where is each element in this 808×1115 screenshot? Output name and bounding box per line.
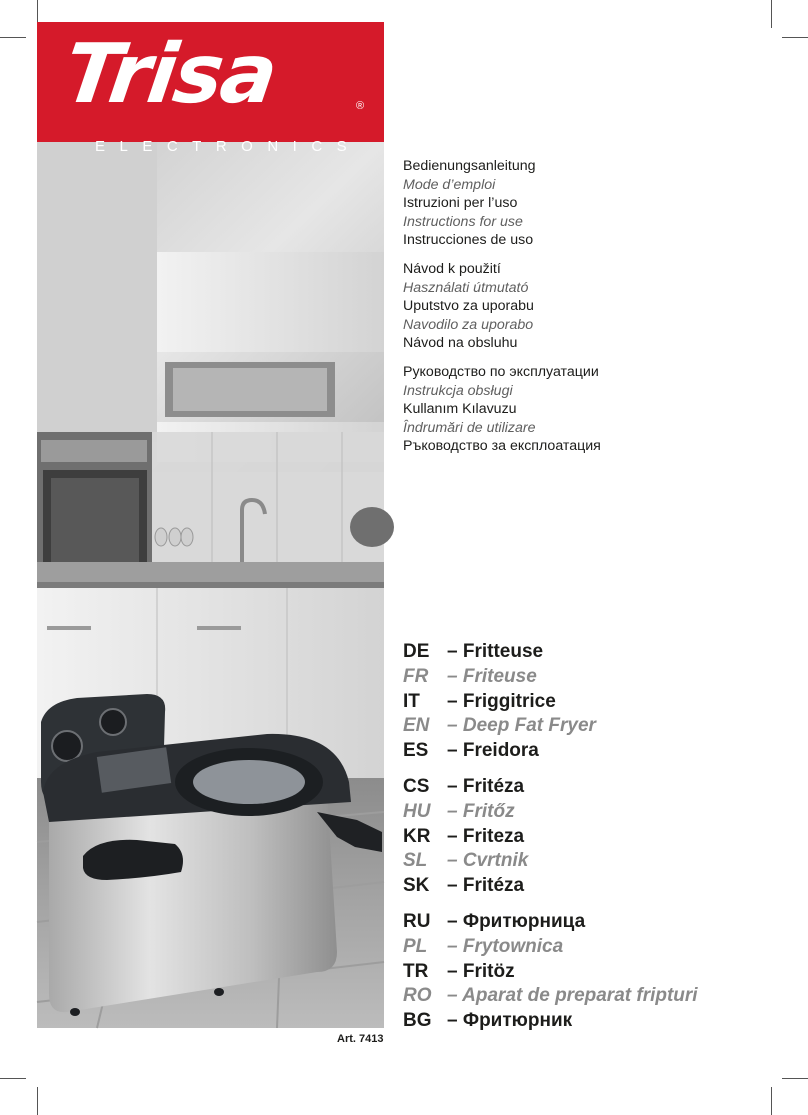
product-name: Fritteuse <box>462 641 544 662</box>
product-name: Friteuse <box>462 665 537 687</box>
dash: – <box>447 740 458 762</box>
manual-title: Bedienungsanleitung <box>403 158 536 174</box>
brand-wordmark: Trisa <box>58 27 282 122</box>
language-code: SL <box>403 850 428 872</box>
language-code: IT <box>403 690 420 712</box>
language-code: KR <box>403 825 431 847</box>
product-name: Freidora <box>462 740 539 762</box>
product-name-row <box>403 665 596 690</box>
crop-mark <box>782 1078 808 1079</box>
dash: – <box>447 960 458 982</box>
language-code: PL <box>403 935 428 957</box>
product-name: Fritőz <box>462 800 515 822</box>
product-names-group-3 <box>403 910 698 1034</box>
dash: – <box>447 800 458 822</box>
product-name: Фритюрница <box>462 911 586 932</box>
manual-title: Návod k použití <box>403 261 501 277</box>
language-code: TR <box>403 960 429 982</box>
language-code: CS <box>403 776 430 797</box>
product-name: Frytownica <box>462 935 564 957</box>
dash: – <box>447 776 458 797</box>
product-name-row <box>403 739 596 764</box>
product-name: Fritéza <box>462 875 525 897</box>
brand-subline: ELECTRONICS <box>95 138 362 155</box>
crop-mark <box>37 1087 38 1115</box>
language-code: RU <box>403 911 431 932</box>
product-name-row <box>403 935 698 960</box>
dash: – <box>447 715 458 737</box>
dash: – <box>447 875 458 897</box>
manual-title: Îndrumări de utilizare <box>403 419 536 436</box>
language-code: FR <box>403 665 429 687</box>
language-code: EN <box>403 715 430 737</box>
dash: – <box>447 985 458 1007</box>
manual-title: Istruzioni per l’uso <box>403 195 518 211</box>
dash: – <box>447 911 458 932</box>
product-name-row <box>403 849 528 874</box>
product-name-row <box>403 800 528 825</box>
product-name-row <box>403 984 698 1009</box>
registered-mark: ® <box>356 100 365 112</box>
dash: – <box>447 850 458 872</box>
language-code: ES <box>403 740 429 762</box>
product-name: Фритюрник <box>462 1010 573 1032</box>
product-name: Fritöz <box>462 960 515 982</box>
manual-title: Navodilo za uporabo <box>403 316 534 333</box>
manual-titles-group-1 <box>403 157 536 250</box>
crop-mark <box>0 1078 26 1079</box>
language-code: HU <box>403 800 431 822</box>
product-name: Friggitrice <box>462 690 556 712</box>
manual-title: Kullanım Kılavuzu <box>403 401 517 417</box>
product-name: Fritéza <box>462 776 525 797</box>
dash: – <box>447 641 458 662</box>
language-code: DE <box>403 641 430 662</box>
manual-title: Mode d’emploi <box>403 176 496 193</box>
product-name-row <box>403 910 698 935</box>
language-code: BG <box>403 1010 432 1032</box>
product-name-row <box>403 640 596 665</box>
product-name-row <box>403 1009 698 1034</box>
product-name: Friteza <box>462 825 525 847</box>
crop-mark <box>782 37 808 38</box>
manual-title: Instrukcja obsługi <box>403 382 513 399</box>
manual-title: Használati útmutató <box>403 279 529 296</box>
crop-mark <box>0 37 26 38</box>
brand-logo <box>37 22 384 155</box>
product-name-row <box>403 775 528 800</box>
manual-title: Ръководство за експлоатация <box>403 438 601 454</box>
dash: – <box>447 1010 458 1032</box>
product-name: Deep Fat Fryer <box>462 715 596 737</box>
dash: – <box>447 935 458 957</box>
product-name: Cvrtnik <box>462 850 529 872</box>
manual-title: Uputstvo za uporabu <box>403 298 534 314</box>
product-photo <box>37 22 384 1028</box>
product-name-row <box>403 874 528 899</box>
crop-mark <box>771 0 772 28</box>
product-names-group-1 <box>403 640 596 764</box>
manual-title: Návod na obsluhu <box>403 335 518 351</box>
article-number: Art. 7413 <box>337 1033 384 1045</box>
manual-titles-group-2 <box>403 260 534 353</box>
product-name-row <box>403 960 698 985</box>
product-name-row <box>403 690 596 715</box>
dash: – <box>447 665 458 687</box>
dash: – <box>447 690 458 712</box>
manual-title: Руководство по эксплуатации <box>403 364 599 380</box>
product-name-row <box>403 714 596 739</box>
manual-title: Instructions for use <box>403 213 523 230</box>
product-name-row <box>403 825 528 850</box>
language-code: SK <box>403 875 430 897</box>
crop-mark <box>771 1087 772 1115</box>
manual-titles-group-3 <box>403 363 601 456</box>
dash: – <box>447 825 458 847</box>
product-names-group-2 <box>403 775 528 899</box>
manual-title: Instrucciones de uso <box>403 232 534 248</box>
product-name: Aparat de preparat fripturi <box>462 985 698 1007</box>
language-code: RO <box>403 985 432 1007</box>
